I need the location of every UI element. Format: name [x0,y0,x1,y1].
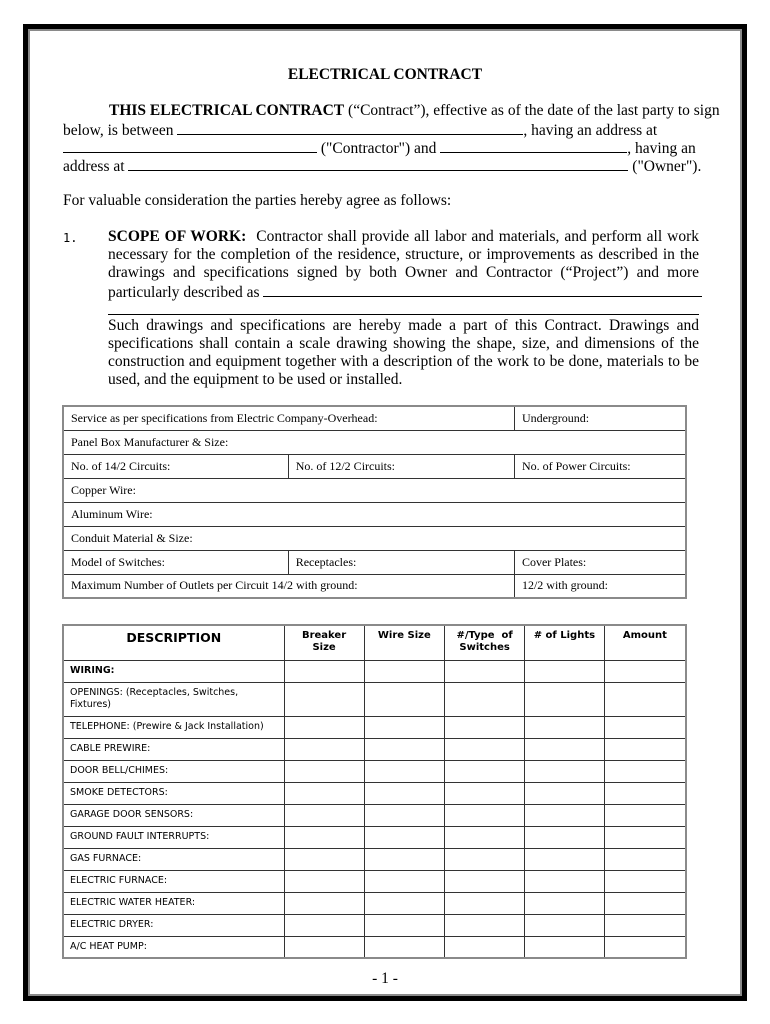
table-row [63,454,686,478]
intro-text: address at [63,158,129,175]
cell[interactable] [525,826,605,848]
owner-name-field[interactable] [440,138,627,153]
cell[interactable] [364,760,445,782]
spec-cell-panel-box[interactable]: Panel Box Manufacturer & Size: [63,430,686,454]
cell[interactable] [284,848,364,870]
table-row [63,848,686,870]
intro-text: ("Owner"). [628,158,702,175]
spec-cell-overhead[interactable]: Service as per specifications from Electric Company-Overhead: [63,406,514,430]
cell[interactable] [364,738,445,760]
cell[interactable] [364,826,445,848]
project-description-field-line-2[interactable] [108,314,699,315]
cell[interactable] [284,870,364,892]
spec-cell-cover-plates[interactable]: Cover Plates: [514,550,686,574]
cell[interactable] [525,760,605,782]
cell[interactable] [525,660,605,682]
row-label: A/C HEAT PUMP: [63,936,284,958]
scope-line-1 [108,228,699,246]
cell[interactable] [604,682,686,716]
spec-cell-conduit[interactable]: Conduit Material & Size: [63,526,686,550]
scope-para2-line-1: Such drawings and specifications are hereby made a part of this Contract. Drawings and [108,317,699,334]
cell[interactable] [445,682,525,716]
cell[interactable] [604,738,686,760]
cell[interactable] [525,738,605,760]
cell[interactable] [604,892,686,914]
table-row [63,478,686,502]
cell[interactable] [604,870,686,892]
table-row [63,760,686,782]
section-number: 1. [63,231,78,245]
table-row [63,782,686,804]
cell[interactable] [364,870,445,892]
cell[interactable] [445,936,525,958]
cell[interactable] [364,660,445,682]
header-wire-size: Wire Size [364,625,445,660]
cell[interactable] [364,682,445,716]
cell[interactable] [364,892,445,914]
intro-text: below, is between [63,122,178,139]
consideration-text: For valuable consideration the parties hereby agree as follows: [63,192,452,209]
table-row [63,936,686,958]
cell[interactable] [364,782,445,804]
cell[interactable] [284,782,364,804]
cell[interactable] [445,716,525,738]
cell[interactable] [284,804,364,826]
row-label: CABLE PREWIRE: [63,738,284,760]
intro-line-2 [63,120,700,138]
row-label: WIRING: [63,660,284,682]
cell[interactable] [284,892,364,914]
cell[interactable] [525,936,605,958]
owner-address-field[interactable] [128,156,628,171]
cell[interactable] [445,804,525,826]
row-label: SMOKE DETECTORS: [63,782,284,804]
intro-text: ("Contractor") and [317,140,441,157]
spec-cell-max-outlets-14-2[interactable]: Maximum Number of Outlets per Circuit 14/2 with ground: [63,574,514,598]
row-label: ELECTRIC FURNACE: [63,870,284,892]
row-label: OPENINGS: (Receptacles, Switches, Fixtures) [63,682,284,716]
header-lights: # of Lights [525,625,605,660]
cell[interactable] [525,892,605,914]
cell[interactable] [525,870,605,892]
intro-line-3 [63,138,700,156]
intro-line-4 [63,156,700,174]
cell[interactable] [364,716,445,738]
header-breaker-size: Breaker Size [284,625,364,660]
cell[interactable] [364,936,445,958]
scope-para2-line-3: construction and equipment together with a description of the work to be done, materials to be [108,353,699,370]
scope-para2-line-2: specifications shall contain a scale drawing showing the shape, size, and dimensions of the [108,335,699,352]
cell[interactable] [445,826,525,848]
description-table [62,624,687,959]
table-row [63,526,686,550]
header-switches: #/Type of Switches [445,625,525,660]
cell[interactable] [604,848,686,870]
intro-text: (“Contract”), effective as of the date of the last party to sign [344,102,720,119]
cell[interactable] [445,914,525,936]
intro-line-1 [63,102,720,120]
cell[interactable] [604,936,686,958]
cell[interactable] [445,848,525,870]
row-label: GAS FURNACE: [63,848,284,870]
spec-cell-receptacles[interactable]: Receptacles: [288,550,514,574]
spec-cell-14-2-circuits[interactable]: No. of 14/2 Circuits: [63,454,288,478]
cell[interactable] [364,848,445,870]
cell[interactable] [604,914,686,936]
table-row [63,716,686,738]
spec-cell-12-2-circuits[interactable]: No. of 12/2 Circuits: [288,454,514,478]
cell[interactable] [445,738,525,760]
scope-heading: SCOPE OF WORK: [108,228,247,245]
table-row [63,682,686,716]
cell[interactable] [445,760,525,782]
table-row [63,738,686,760]
scope-line-4 [108,282,699,300]
header-amount: Amount [604,625,686,660]
table-row [63,502,686,526]
table-row [63,870,686,892]
row-label: ELECTRIC DRYER: [63,914,284,936]
row-label: DOOR BELL/CHIMES: [63,760,284,782]
cell[interactable] [604,804,686,826]
cell[interactable] [445,892,525,914]
cell[interactable] [604,826,686,848]
header-description: DESCRIPTION [63,625,284,660]
cell[interactable] [364,914,445,936]
intro-text: , having an [627,140,696,157]
spec-cell-copper-wire[interactable]: Copper Wire: [63,478,686,502]
cell[interactable] [284,738,364,760]
scope-text: particularly described as [108,284,264,301]
cell[interactable] [364,804,445,826]
scope-line-2: necessary for the completion of the residence, structure, or improvements as described in the [108,246,699,263]
table-row [63,430,686,454]
intro-text: , having an address at [523,122,658,139]
cell[interactable] [604,716,686,738]
table-row [63,550,686,574]
cell[interactable] [525,914,605,936]
cell[interactable] [284,660,364,682]
table-row [63,892,686,914]
cell[interactable] [284,914,364,936]
table-row [63,804,686,826]
cell[interactable] [525,782,605,804]
cell[interactable] [604,760,686,782]
table-row [63,406,686,430]
project-description-field[interactable] [263,282,702,297]
cell[interactable] [284,682,364,716]
row-label: ELECTRIC WATER HEATER: [63,892,284,914]
scope-text: Contractor shall provide all labor and materials, and perform all work [256,228,699,245]
contractor-address-field[interactable] [63,138,317,153]
cell[interactable] [284,716,364,738]
scope-line-3: drawings and specifications signed by both Owner and Contractor (“Project”) and more [108,264,699,281]
page-number: - 1 - [372,970,398,987]
spec-cell-underground[interactable]: Underground: [514,406,686,430]
cell[interactable] [525,682,605,716]
spec-cell-power-circuits[interactable]: No. of Power Circuits: [514,454,686,478]
row-label: GROUND FAULT INTERRUPTS: [63,826,284,848]
cell[interactable] [445,870,525,892]
document-title: ELECTRICAL CONTRACT [287,66,483,83]
row-label: GARAGE DOOR SENSORS: [63,804,284,826]
cell[interactable] [604,660,686,682]
spec-cell-12-2-ground[interactable]: 12/2 with ground: [514,574,686,598]
cell[interactable] [525,848,605,870]
spec-cell-switches[interactable]: Model of Switches: [63,550,288,574]
spec-cell-aluminum-wire[interactable]: Aluminum Wire: [63,502,686,526]
cell[interactable] [445,782,525,804]
intro-bold-lead: THIS ELECTRICAL CONTRACT [109,102,345,119]
table-row [63,914,686,936]
cell[interactable] [284,826,364,848]
cell[interactable] [525,804,605,826]
cell[interactable] [525,716,605,738]
cell[interactable] [604,782,686,804]
table-row [63,574,686,598]
specifications-table [62,405,687,599]
row-label: TELEPHONE: (Prewire & Jack Installation) [63,716,284,738]
cell[interactable] [445,660,525,682]
table-row [63,660,686,682]
contractor-name-field[interactable] [177,120,523,135]
scope-para2-line-4: used, and the equipment to be used or installed. [108,371,403,388]
table-header-row [63,625,686,660]
cell[interactable] [284,760,364,782]
cell[interactable] [284,936,364,958]
table-row [63,826,686,848]
